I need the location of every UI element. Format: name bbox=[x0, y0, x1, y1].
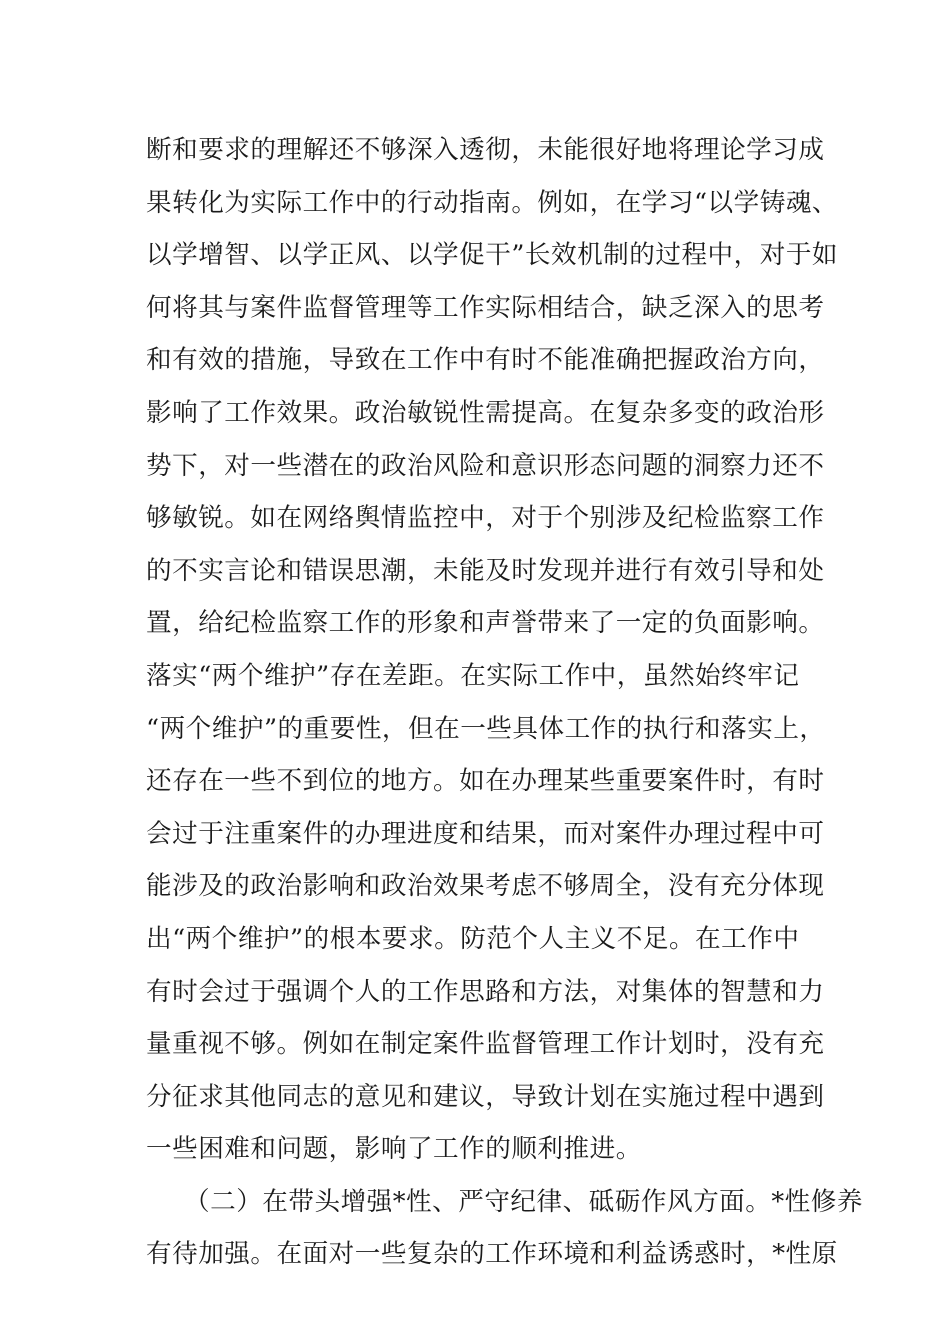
text-line: 果转化为实际工作中的行动指南。例如，在学习“以学铸魂、 bbox=[146, 187, 839, 218]
text-line: 量重视不够。例如在制定案件监督管理工作计划时，没有充 bbox=[146, 1029, 825, 1060]
text-line: 何将其与案件监督管理等工作实际相结合，缺乏深入的思考 bbox=[146, 292, 825, 323]
text-line: 还存在一些不到位的地方。如在办理某些重要案件时，有时 bbox=[146, 766, 825, 797]
text-line: 置，给纪检监察工作的形象和声誉带来了一定的负面影响。 bbox=[146, 608, 825, 639]
text-line: 有时会过于强调个人的工作思路和方法，对集体的智慧和力 bbox=[146, 976, 825, 1007]
text-line: 一些困难和问题，影响了工作的顺利推进。 bbox=[146, 1134, 642, 1165]
section-heading-line: （二）在带头增强*性、严守纪律、砥砺作风方面。*性修养 bbox=[184, 1186, 863, 1217]
text-line: 势下，对一些潜在的政治风险和意识形态问题的洞察力还不 bbox=[146, 450, 825, 481]
text-line: 断和要求的理解还不够深入透彻，未能很好地将理论学习成 bbox=[146, 135, 825, 165]
text-line: 有待加强。在面对一些复杂的工作环境和利益诱惑时，*性原 bbox=[146, 1239, 838, 1270]
text-line: 能涉及的政治影响和政治效果考虑不够周全，没有充分体现 bbox=[146, 871, 825, 902]
text-line: 和有效的措施，导致在工作中有时不能准确把握政治方向， bbox=[146, 345, 825, 376]
text-line: 够敏锐。如在网络舆情监控中，对于个别涉及纪检监察工作 bbox=[146, 503, 825, 534]
text-line: 会过于注重案件的办理进度和结果，而对案件办理过程中可 bbox=[146, 818, 825, 849]
text-line: 影响了工作效果。政治敏锐性需提高。在复杂多变的政治形 bbox=[146, 397, 825, 428]
text-line: 以学增智、以学正风、以学促干”长效机制的过程中，对于如 bbox=[146, 240, 839, 271]
text-line: 落实“两个维护”存在差距。在实际工作中，虽然始终牢记 bbox=[146, 660, 800, 691]
text-line: 出“两个维护”的根本要求。防范个人主义不足。在工作中 bbox=[146, 923, 800, 954]
text-line: “两个维护”的重要性，但在一些具体工作的执行和落实上， bbox=[146, 713, 826, 744]
text-line: 分征求其他同志的意见和建议，导致计划在实施过程中遇到 bbox=[146, 1081, 825, 1112]
text-line: 的不实言论和错误思潮，未能及时发现并进行有效引导和处 bbox=[146, 555, 825, 586]
body-text bbox=[146, 124, 863, 1281]
